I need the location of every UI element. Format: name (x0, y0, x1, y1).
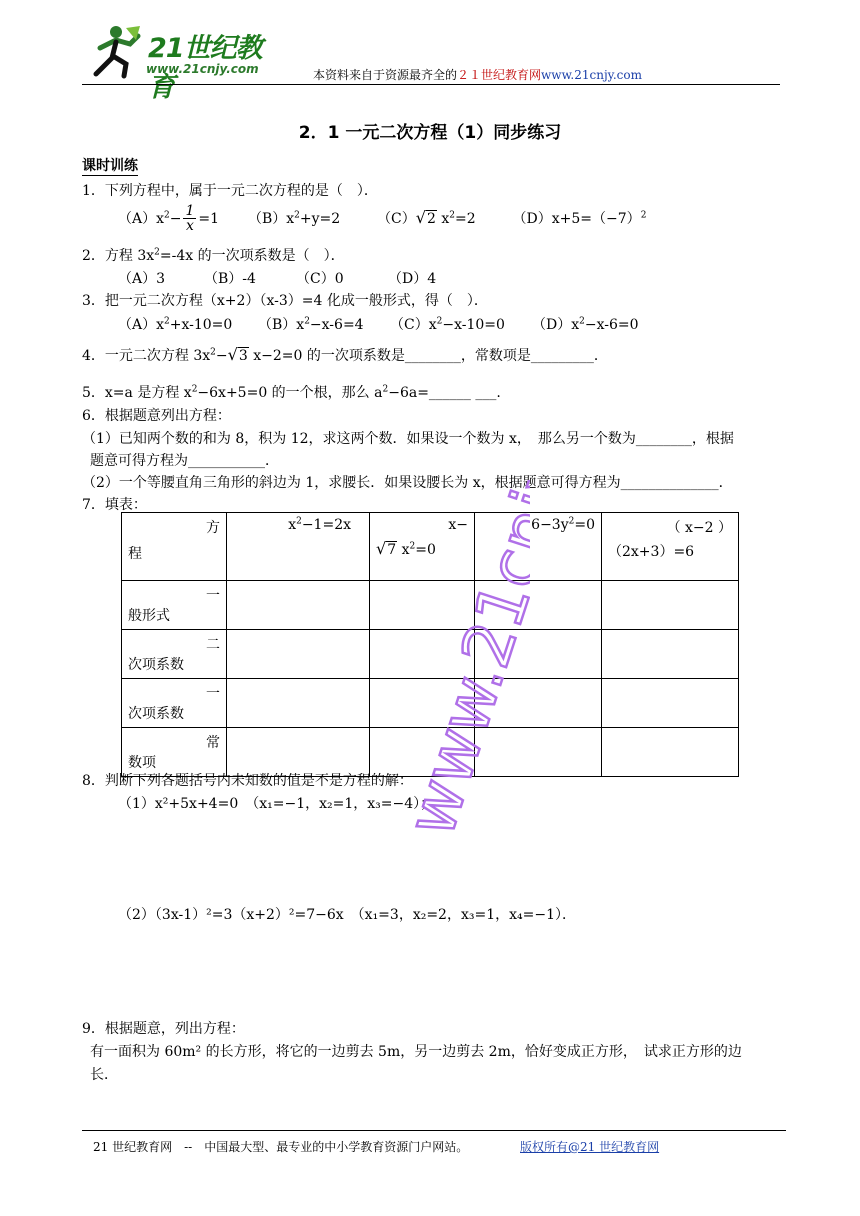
q1-option-b: $(B)x^2+y=2$ (247, 209, 341, 227)
q4-line: 4．一元二次方程 $3x^2-√3$ x−2=0 的一次项系数是________，常数项是_________． (82, 345, 608, 364)
q9-part2: 长． (90, 1067, 118, 1083)
site-logo (86, 22, 286, 103)
page-title: 2．1 一元二次方程（1）同步练习 (298, 123, 562, 143)
sqrt-symbol: √2 (415, 207, 436, 227)
q2-stem: 2．方程 $3x^2=-4x$ 的一次项系数是（ ）． (82, 247, 345, 264)
tagline-url[interactable]: www.21cnjy.com (541, 68, 642, 82)
q1-option-c: （C）√2 $x^2=2$ (377, 207, 476, 227)
table-header-equation: 方 程 (122, 513, 227, 581)
q5-line: 5．x=a 是方程 $x^2-6x+5=0$ 的一个根，那么 $a^2-6a=\_\_\_\_\_\_$ ___. (82, 384, 501, 401)
table-header-eq2: x− √7 $x^2=0$ (370, 513, 475, 581)
table-cell[interactable] (227, 581, 370, 630)
q8-part1: （1）x²+5x+4=0 （x₁=−1，x₂=1，x₃=−4）； (118, 796, 435, 812)
section-heading: 课时训练 (82, 155, 138, 176)
table-cell[interactable] (227, 630, 370, 679)
table-row: 一 次项系数 (122, 679, 739, 728)
footer-text: 21 世纪教育网 -- 中国最大型、最专业的中小学教育资源门户网站。 (93, 1140, 469, 1154)
sqrt-symbol: √7 (376, 539, 397, 558)
q9-stem: 9．根据题意，列出方程： (82, 1021, 245, 1037)
header-tagline (313, 66, 642, 83)
q2-option-b: （B）-4 (204, 271, 256, 287)
header-rule (82, 84, 780, 85)
q2-option-c: （C）0 (296, 271, 344, 287)
table-cell[interactable] (602, 728, 739, 777)
q6-part1b: 题意可得方程为___________． (90, 453, 279, 469)
q7-stem: 7．填表： (82, 497, 147, 513)
table-cell[interactable] (602, 581, 739, 630)
q1-option-d: $(D)x+5=(-7)^2$ (512, 209, 647, 227)
fill-table (121, 512, 739, 777)
tagline-site: ２１世纪教育网 (457, 68, 542, 82)
footer-rule (82, 1130, 786, 1131)
footer-copyright-link[interactable]: 版权所有@21 世纪教育网 (520, 1140, 660, 1154)
table-cell[interactable] (602, 679, 739, 728)
logo-text: 21世纪教育 (148, 33, 262, 103)
q1-stem: 1．下列方程中，属于一元二次方程的是（ ）． (82, 183, 378, 199)
table-cell[interactable] (370, 581, 475, 630)
q6-part2: （2）一个等腰直角三角形的斜边为 1，求腰长．如果设腰长为 x，根据题意可得方程为______________． (82, 475, 733, 491)
q1-option-a: $(A)x^2-$ $\frac{1}{x}$ =1 (118, 203, 220, 234)
table-header-eq4: （ x−2 ） （2x+3）=6 (602, 513, 739, 581)
table-row: 常 数项 (122, 728, 739, 777)
q6-part1a: （1）已知两个数的和为 8，积为 12，求这两个数．如果设一个数为 x， 那么另一个数为________，根据 (82, 431, 734, 447)
table-cell[interactable] (602, 630, 739, 679)
q3-option-d: $(D)x^2-x-6=0$ (532, 316, 639, 333)
q9-part1: 有一面积为 60m² 的长方形，将它的一边剪去 5m，另一边剪去 2m，恰好变成正方形， 试求正方形的边 (90, 1044, 742, 1060)
table-header-eq1: $x^2-1=2x$ (227, 513, 370, 581)
table-row: 二 次项系数 (122, 630, 739, 679)
q8-part2: （2）（3x-1）²=3（x+2）²=7−6x （x₁=3，x₂=2，x₃=1，x₄=−1）． (118, 907, 576, 923)
tagline-prefix: 本资料来自于资源最齐全的 (313, 68, 458, 82)
logo-url: www.21cnjy.com (146, 62, 259, 76)
q3-options (118, 314, 639, 334)
table-cell[interactable] (475, 728, 602, 777)
q8-stem: 8．判断下列各题括号内未知数的值是不是方程的解： (82, 773, 413, 789)
q3-option-a: $(A)x^2+x-10=0$ (118, 316, 233, 333)
table-cell[interactable] (475, 581, 602, 630)
q2-options (118, 268, 436, 288)
table-header-eq3: $6-3y^2=0$ (475, 513, 602, 581)
q6-stem: 6．根据题意列出方程： (82, 408, 231, 424)
runner-logo-icon (86, 22, 146, 80)
table-cell[interactable] (475, 679, 602, 728)
sqrt-symbol: √3 (227, 345, 248, 364)
table-row: 一 般形式 (122, 581, 739, 630)
q3-stem: 3．把一元二次方程（x+2）（x-3）=4 化成一般形式，得（ ）． (82, 293, 488, 309)
watermark-text: www.21cnjy.com (391, 400, 530, 845)
q3-option-c: $(C)x^2-x-10=0$ (390, 316, 505, 333)
table-cell[interactable] (475, 630, 602, 679)
table-cell[interactable] (370, 679, 475, 728)
table-cell[interactable] (227, 679, 370, 728)
fraction: $\frac{1}{x}$ (185, 203, 195, 234)
q3-option-b: $(B)x^2-x-6=4$ (258, 316, 364, 333)
table-cell[interactable] (370, 630, 475, 679)
q2-option-d: （D）4 (388, 271, 437, 287)
q2-option-a: （A）3 (118, 271, 166, 287)
q1-options (118, 204, 646, 233)
